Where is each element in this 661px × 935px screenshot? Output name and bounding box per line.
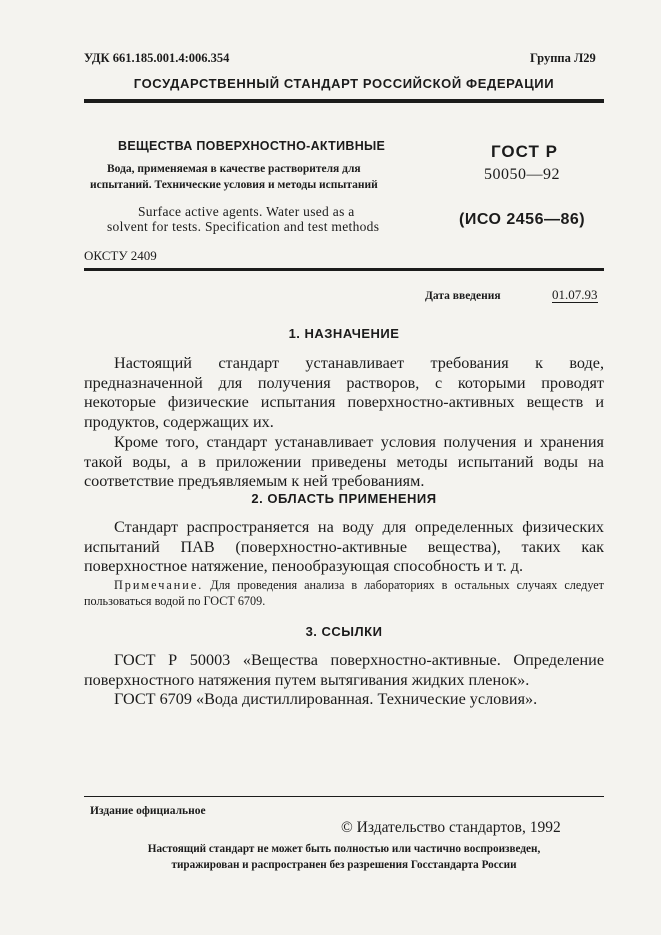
subtitle-line-2: испытаний. Технические условия и методы испытаний <box>90 179 378 191</box>
note-label: Примечание. <box>114 578 204 592</box>
title-rule <box>84 268 604 271</box>
section-1-paragraph-2: Кроме того, стандарт устанавливает условия получения и хранения такой воды, а в приложении приведены методы испытаний воды на соответствие предъявляемым к ней требованиям. <box>84 432 604 491</box>
section-1-paragraph-1: Настоящий стандарт устанавливает требования к воде, предназначенной для получения растворов, с которыми проводят некоторые физические испытания поверхностно-активных веществ и продуктов, содержащих их. <box>84 354 604 432</box>
official-edition: Издание официальное <box>90 805 206 817</box>
section-3-reference-2: ГОСТ 6709 «Вода дистиллированная. Технические условия». <box>114 690 538 709</box>
section-3-reference-1: ГОСТ Р 50003 «Вещества поверхностно-активные. Определение поверхностного натяжения путем вытягивания жидких пленок». <box>84 651 604 689</box>
copyright: © Издательство стандартов, 1992 <box>341 819 561 836</box>
subtitle-line-1: Вода, применяемая в качестве растворителя для <box>107 163 361 175</box>
section-1-heading: 1. НАЗНАЧЕНИЕ <box>288 326 400 341</box>
state-standard-title: ГОСУДАРСТВЕННЫЙ СТАНДАРТ РОССИЙСКОЙ ФЕДЕРАЦИИ <box>133 76 555 91</box>
gost-label: ГОСТ Р <box>491 142 558 161</box>
section-2-note <box>84 577 604 609</box>
gost-number: 50050—92 <box>484 166 560 183</box>
notice-line-2: тиражирован и распространен без разрешения Госстандарта России <box>171 859 517 871</box>
notice-line-1: Настоящий стандарт не может быть полностью или частично воспроизведен, <box>147 843 541 855</box>
english-title-line-2: solvent for tests. Specification and test methods <box>107 219 380 234</box>
footer-rule <box>84 796 604 797</box>
section-3-heading: 3. ССЫЛКИ <box>305 624 383 639</box>
udc-code: УДК 661.185.001.4:006.354 <box>84 51 230 65</box>
section-3-body <box>84 651 604 710</box>
english-title-line-1: Surface active agents. Water used as a <box>138 204 355 219</box>
iso-reference: (ИСО 2456—86) <box>459 211 586 228</box>
intro-date-value: 01.07.93 <box>552 287 598 302</box>
section-1-body <box>84 354 604 492</box>
section-2-body <box>84 518 604 577</box>
header-rule <box>84 99 604 103</box>
intro-date-label: Дата введения <box>425 290 501 302</box>
group-code: Группа Л29 <box>530 51 596 65</box>
okstu-code: ОКСТУ 2409 <box>84 248 157 263</box>
section-2-paragraph-1: Стандарт распространяется на воду для определенных физических испытаний ПАВ (поверхностно-активные вещества), таких как поверхностное натяжение, пенообразующая способность и т. д. <box>84 518 604 576</box>
note-text: Для проведения анализа в лабораториях в остальных случаях следует пользоваться водой по ГОСТ 6709. <box>84 578 604 608</box>
section-2-heading: 2. ОБЛАСТЬ ПРИМЕНЕНИЯ <box>251 491 437 506</box>
document-title: ВЕЩЕСТВА ПОВЕРХНОСТНО-АКТИВНЫЕ <box>118 139 386 153</box>
